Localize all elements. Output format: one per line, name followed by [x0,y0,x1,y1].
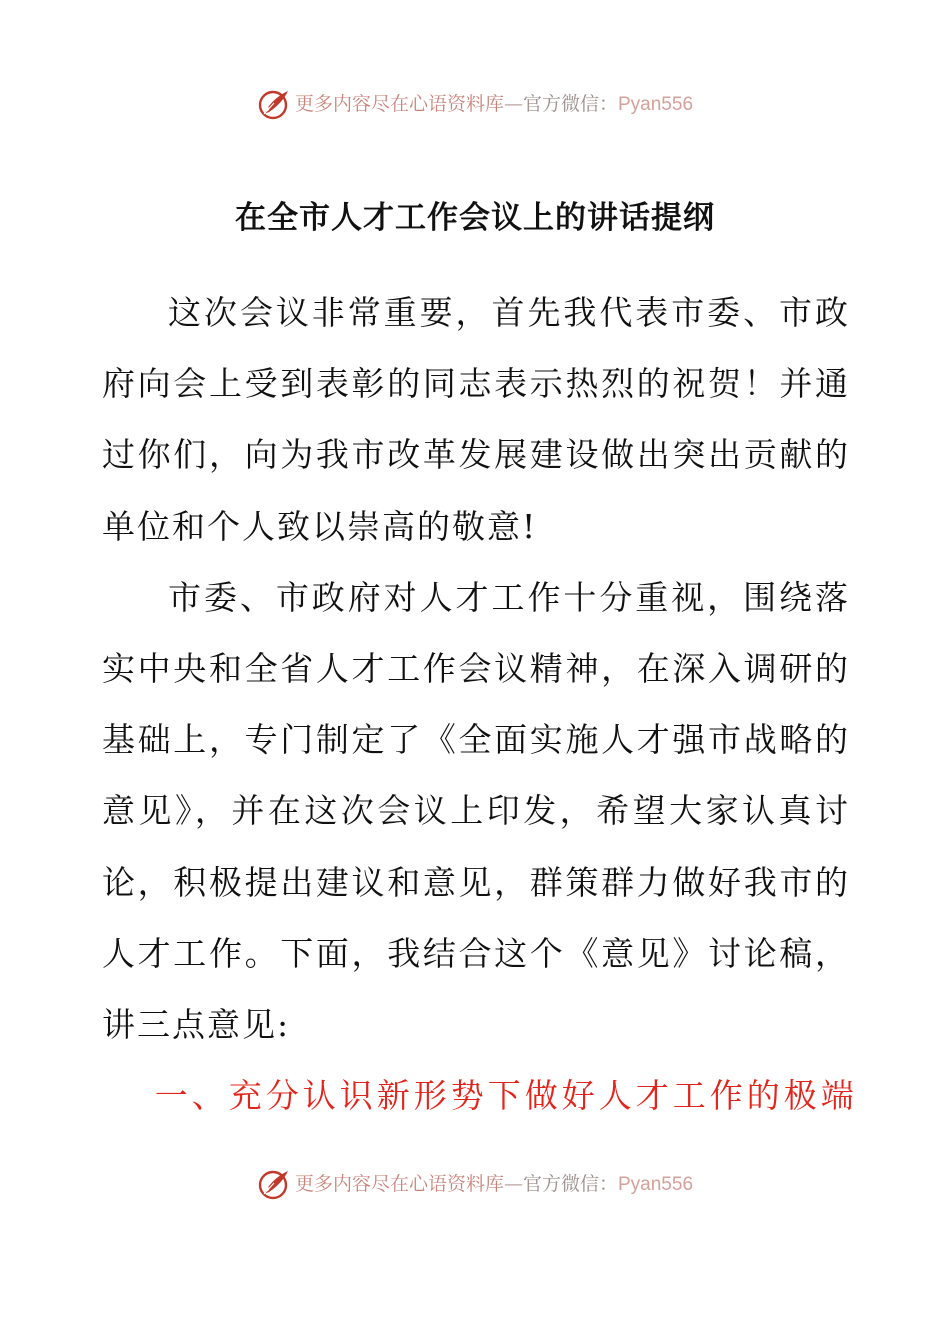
banner-official-label: 官方微信： [522,1172,618,1195]
section-heading: 一、充分认识新形势下做好人才工作的极端 [154,1076,858,1116]
banner-wechat-id: Pyan556 [618,1173,694,1195]
banner-separator: — [503,1172,523,1195]
banner-site-text: 更多内容尽在心语资料库 [294,1172,504,1195]
banner-official-label: 官方微信： [522,92,618,115]
footer-banner [0,1164,950,1204]
banner-wechat-id: Pyan556 [618,93,694,115]
paragraph-2: 市委、市政府对人才工作十分重视，围绕落实中央和全省人才工作会议精神，在深入调研的基础上，专门制定了《全面实施人才强市战略的意见》，并在这次会议上印发，希望大家认真讨论，积极提出建议和意见，群策群力做好我市的人才工作。下面，我结合这个《意见》讨论稿，讲三点意见: [102,577,850,1045]
banner-content [257,87,693,122]
banner-content [257,1167,693,1202]
document-title: 在全市人才工作会议上的讲话提纲 [235,200,715,236]
quill-logo-icon [257,87,291,121]
banner-separator: — [503,92,523,115]
quill-logo-icon [257,1167,291,1201]
banner-site-text: 更多内容尽在心语资料库 [294,92,504,115]
document-body [102,277,858,1131]
paragraph-1: 这次会议非常重要，首先我代表市委、市政府向会上受到表彰的同志表示热烈的祝贺！并通过你们，向为我市改革发展建设做出突出贡献的单位和个人致以崇高的敬意! [102,293,850,546]
header-banner [0,84,950,124]
